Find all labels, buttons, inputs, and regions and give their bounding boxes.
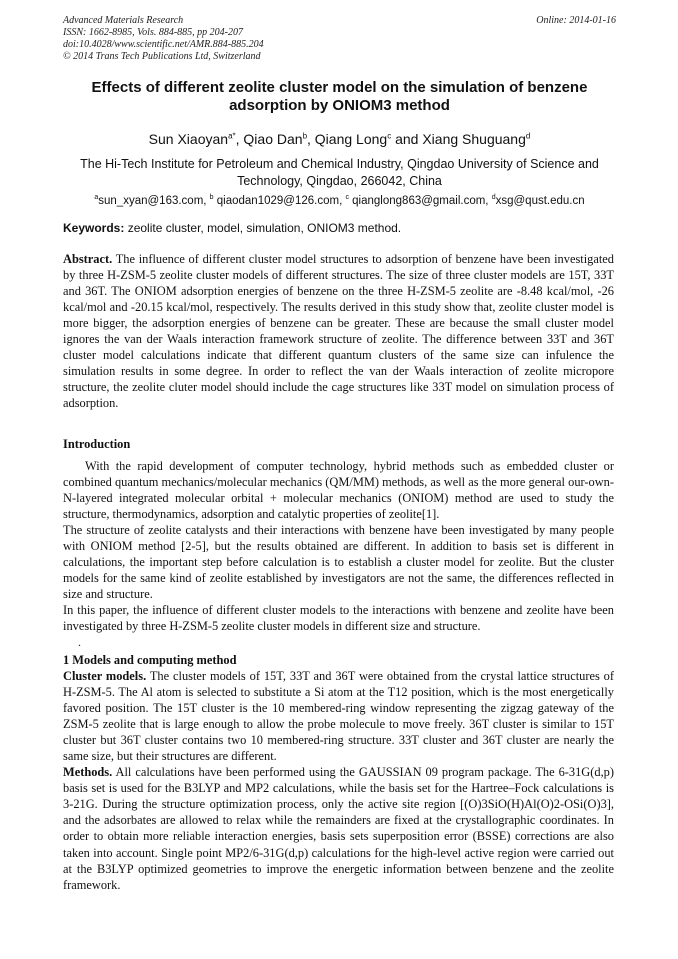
email-link[interactable]: sun_xyan@163.com, (98, 195, 210, 207)
author-emails (63, 194, 616, 208)
paragraph: In this paper, the influence of different cluster models to the interactions with benzene and zeolite have been investigated by three H-ZSM-5 zeolite cluster models in different size and structure. (63, 603, 614, 634)
copyright-line: © 2014 Trans Tech Publications Ltd, Switzerland (63, 51, 261, 62)
email-mark: c (345, 194, 349, 202)
paragraph: With the rapid development of computer technology, hybrid methods such as embedded cluster or combined quantum mechanics/molecular mechanics (QM/MM) methods, as well as the more general our-own-N-layered integrated molecular orbital + molecular mechanics (ONIOM) method are used to study the structure, thermodynamics, adsorption and catalytic properties of zeolite[1]. (63, 459, 614, 522)
paragraph-text: All calculations have been performed using the GAUSSIAN 09 program package. The 6-31G(d,p) basis set is used for the B3LYP and MP2 calculations, while the basis set for the Hartree–Fock calculations is 3-21G. During the structure optimization process, only the active site region [(O)3SiO(H)Al(O)2-OSi(O)3], and the adsorbates are allowed to relax while the remainders are fixed at the crystallographic coordinates. In order to obtain more reliable interaction energies, basis sets superposition error (BSSE) corrections are also taken into account. Single point MP2/6-31G(d,p) calculations for the high-level active region were carried out at the B3LYP optimized geometries to improve the energetic information between benzene and the zeolite framework. (63, 765, 614, 892)
introduction-body (63, 458, 614, 635)
email-mark: b (209, 194, 214, 202)
author-separator: , (307, 131, 315, 147)
email-mark: a (94, 194, 99, 202)
section-heading-introduction: Introduction (63, 437, 131, 451)
paper-title: Effects of different zeolite cluster model on the simulation of benzene adsorption by ONIOM3 method (91, 79, 588, 114)
author-name: Sun Xiaoyan (148, 131, 229, 147)
paragraph-text: The cluster models of 15T, 33T and 36T were obtained from the crystal lattice structures of H-ZSM-5. The Al atom is selected to substitute a Si atom at the T12 position, which is the most energetically favored position. The 15T cluster is the 10 membered-ring window representing the zigzag gateway of the ZSM-5 zeolite that is large enough to allow the probe molecule to move freely. 36T cluster is similar to 15T cluster but 36T cluster contains two 10 membered-ring structure. 33T cluster and 36T cluster are nearly the same size, but their structures are different. (63, 669, 615, 764)
author-and: and (391, 131, 423, 147)
author-affil-mark: a* (228, 131, 236, 141)
paragraph-cluster-models (63, 668, 614, 764)
author-affil-mark: b (302, 131, 308, 141)
abstract-label: Abstract. (63, 252, 113, 266)
author-list (63, 131, 616, 148)
author-affil-mark: c (387, 131, 392, 141)
keywords-text: zeolite cluster, model, simulation, ONIOM3 method. (124, 221, 402, 235)
issn-line: ISSN: 1662-8985, Vols. 884-885, pp 204-207 (63, 27, 243, 38)
doi-line: doi:10.4028/www.scientific.net/AMR.884-885.204 (63, 39, 264, 50)
email-mark: d (491, 194, 496, 202)
affiliation: The Hi-Tech Institute for Petroleum and Chemical Industry, Qingdao University of Science and Technology, Qingdao, 266042, China (80, 157, 599, 188)
author-name: Qiang Long (314, 131, 388, 147)
keywords (63, 221, 616, 236)
keywords-label: Keywords: (63, 221, 125, 235)
author-name: Xiang Shuguang (422, 131, 526, 147)
author-separator: , (235, 131, 244, 147)
models-methods-body (63, 668, 614, 893)
email-link[interactable]: xsg@qust.edu.cn (495, 195, 585, 207)
journal-header (63, 15, 616, 63)
run-in-heading: Methods. (63, 765, 113, 780)
stray-mark: . (78, 635, 81, 649)
author-affil-mark: d (525, 131, 531, 141)
run-in-heading: Cluster models. (63, 669, 147, 683)
paragraph-methods (63, 764, 614, 892)
email-link[interactable]: qiaodan1029@126.com, (213, 195, 346, 207)
online-date: Online: 2014-01-16 (536, 15, 616, 26)
abstract-text: The influence of different cluster model structures to adsorption of benzene have been investigated by three H-ZSM-5 zeolite cluster models of different structures. The size of three cluster models are 15T, 33T and 36T. The ONIOM adsorption energies of benzene on the three H-ZSM-5 zeolite are -8.48 kcal/mol, -26 kcal/mol and -20.15 kcal/mol, respectively. The results derived in this study show that, zeolite cluster model is more bigger, the adsorption energies of benzene can be greater. These are because the small cluster model ignores the van der Waals interaction framework structure of zeolite. The difference between 33T and 36T cluster model calculations indicate that different quantum clusters of the same size can infulence the simulation results in some degree. In order to reflect the van der Waals interaction of zeolite micropore structure, the zeolite cluter model should include the cage structures like 33T model on simulation process of adsorption. (63, 252, 614, 411)
paragraph: The structure of zeolite catalysts and their interactions with benzene have been investigated by many people with ONIOM method [2-5], but the results obtained are different. In addition to basis set is different in calculations, the important step before calculation is to establish a cluster model for zeolite. But the cluster models for the same kind of zeolite established by investigators are not the same, the differences reflected in size and structure. (63, 523, 614, 602)
journal-name: Advanced Materials Research (63, 15, 184, 26)
email-link[interactable]: qianglong863@gmail.com, (348, 195, 492, 207)
section-heading-models: 1 Models and computing method (63, 653, 237, 667)
author-name: Qiao Dan (243, 131, 303, 147)
abstract (63, 251, 614, 411)
